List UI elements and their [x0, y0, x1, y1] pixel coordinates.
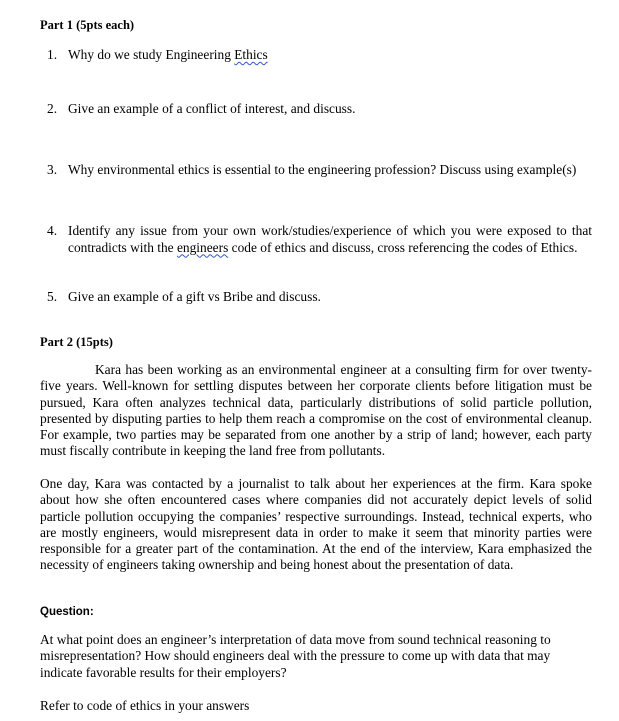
list-item [47, 101, 592, 118]
list-item [47, 223, 592, 256]
item-text: Identify any issue from your own work/studies/experience of which you were exposed to that contradicts with the engineers code of ethics and discuss, cross referencing the codes of Ethics. [68, 223, 592, 255]
item-text: Why do we study Engineering Ethics [68, 47, 268, 62]
item-number: 2. [47, 101, 58, 116]
item-number: 3. [47, 162, 58, 177]
spellcheck-word: Ethics [234, 47, 268, 62]
list-item [47, 162, 592, 179]
part1-heading: Part 1 (5pts each) [40, 18, 135, 32]
case-paragraph-2: One day, Kara was contacted by a journalist to talk about her experiences at the firm. Kara spoke about how she often encountered cases where companies did not accurately depict levels of solid particle pollution occupying the companies’ respective surroundings. Instead, technical experts, who are mostly engineers, would misrepresent data in order to make it seem that minority parties were responsible for a greater part of the contamination. At the end of the interview, Kara emphasized the necessity of engineers taking ownership and being honest about the presentation of data. [40, 476, 592, 573]
question-label: Question: [40, 606, 94, 618]
item-number: 4. [47, 223, 58, 238]
item-text: Give an example of a conflict of interest, and discuss. [68, 101, 356, 116]
case-paragraph-1: Kara has been working as an environmental engineer at a consulting firm for over twenty-five years. Well-known for settling disputes between her corporate clients before litigation must be pursued, Kara often analyzes technical data, particularly distributions of solid particle pollution, presented by disputing parties to help them reach a compromise on the cost of environmental cleanup. For example, two parties may be separated from one another by a strip of land; however, each party must fiscally contribute in keeping the land free from pollutants. [40, 362, 592, 459]
item-number: 5. [47, 289, 58, 304]
list-item [47, 289, 592, 306]
item-text: Give an example of a gift vs Bribe and discuss. [68, 289, 321, 304]
item-text: Why environmental ethics is essential to the engineering profession? Discuss using example(s) [68, 162, 577, 177]
refer-note: Refer to code of ethics in your answers [40, 698, 250, 713]
part2-heading: Part 2 (15pts) [40, 335, 113, 349]
list-item [47, 47, 592, 64]
item-number: 1. [47, 47, 58, 62]
question-text: At what point does an engineer’s interpretation of data move from sound technical reasoning to misrepresentation? How should engineers deal with the pressure to come up with data that may indicate favorable results for their employers? [40, 632, 551, 680]
spellcheck-word: engineers [176, 239, 229, 255]
